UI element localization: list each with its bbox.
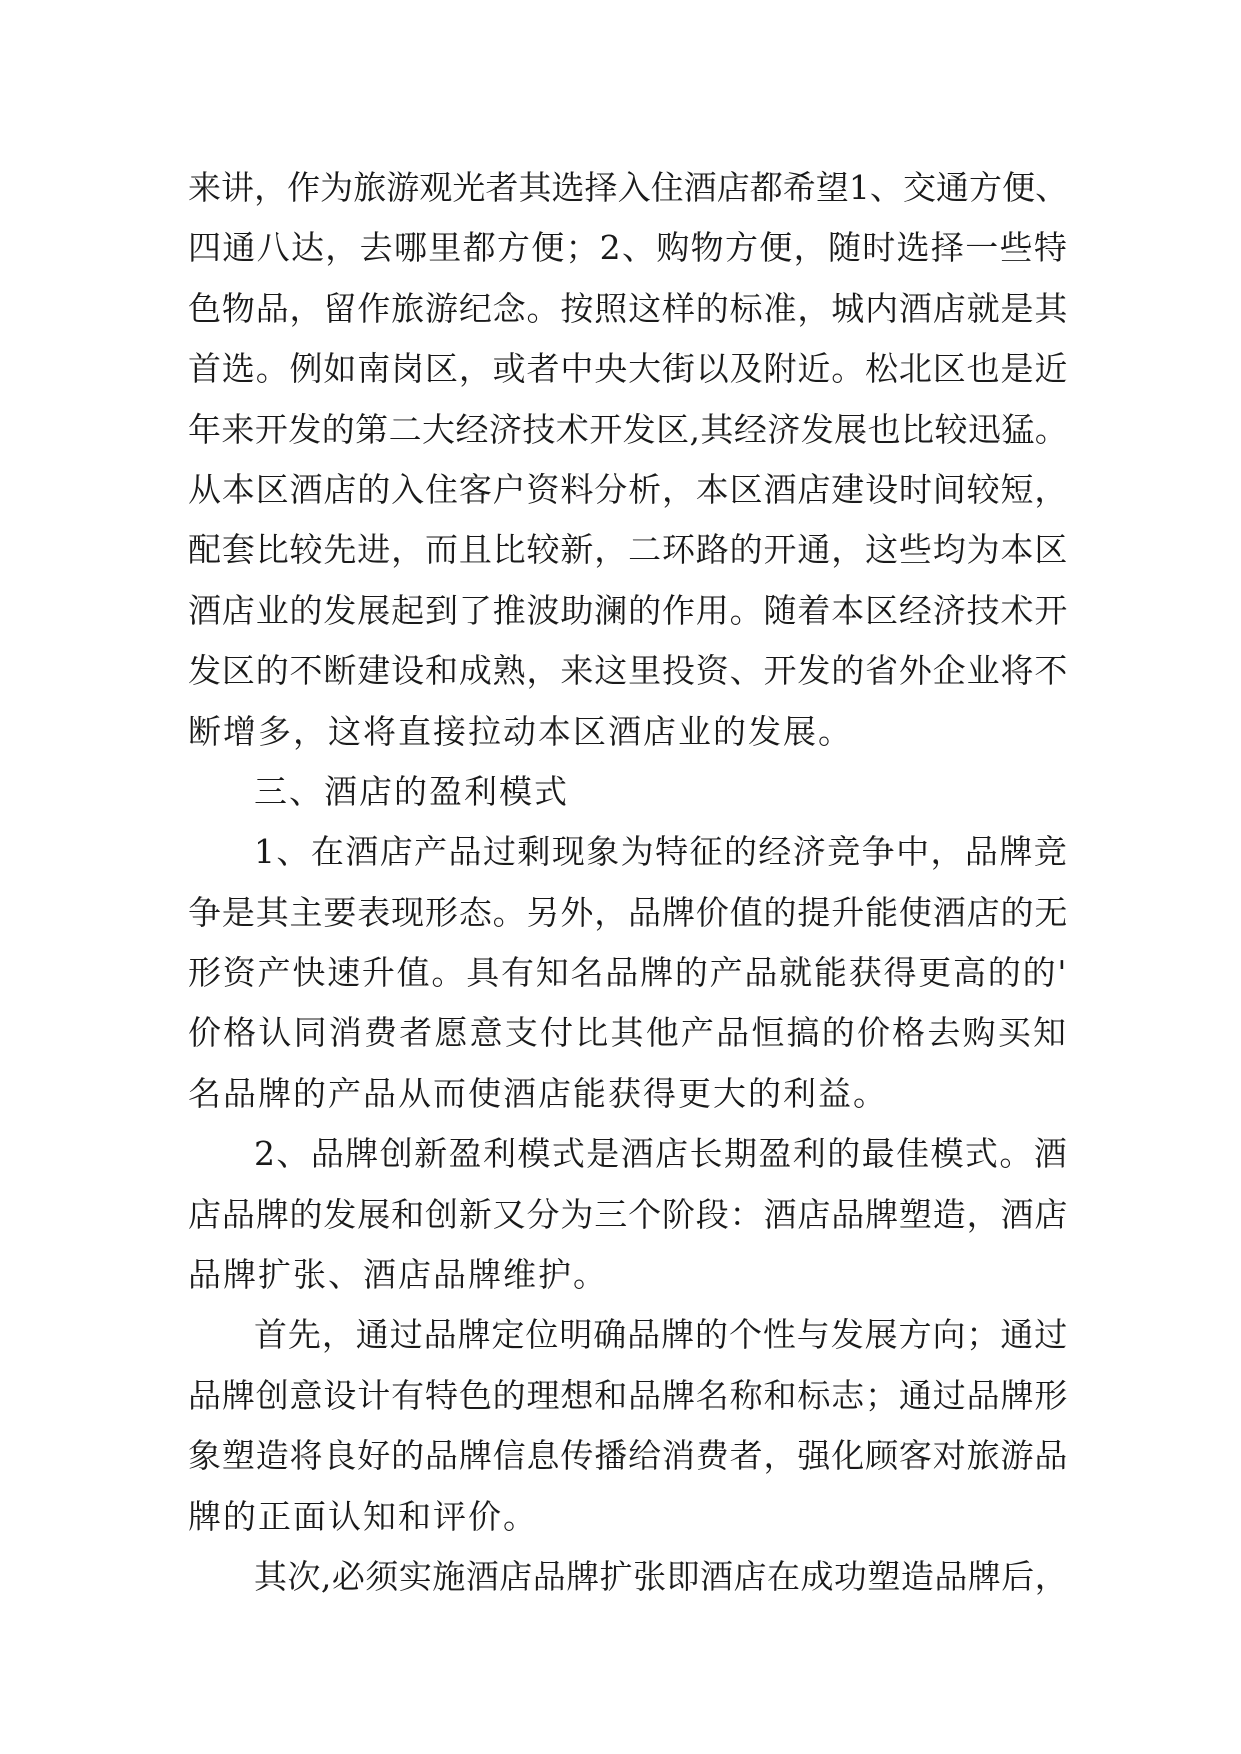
text-line: 来讲，作为旅游观光者其选择入住酒店都希望1、交通方便、 [188, 168, 1068, 207]
text-line: 1、在酒店产品过剩现象为特征的经济竞争中，品牌竞 [254, 832, 1068, 872]
text-line: 争是其主要表现形态。另外，品牌价值的提升能使酒店的无 [188, 892, 1068, 932]
paragraph [188, 1124, 1068, 1305]
text-line: 形资产快速升值。具有知名品牌的产品就能获得更高的的' [188, 953, 1068, 993]
text-line: 价格认同消费者愿意支付比其他产品恒搞的价格去购买知 [188, 1013, 1068, 1053]
paragraph [188, 158, 1068, 762]
text-line: 首先，通过品牌定位明确品牌的个性与发展方向；通过 [254, 1315, 1068, 1355]
text-line: 首选。例如南岗区，或者中央大街以及附近。松北区也是近 [188, 349, 1068, 389]
text-line: 名品牌的产品从而使酒店能获得更大的利益。 [188, 1073, 888, 1113]
text-line: 酒店业的发展起到了推波助澜的作用。随着本区经济技术开 [188, 590, 1068, 630]
text-line: 从本区酒店的入住客户资料分析，本区酒店建设时间较短， [188, 469, 1068, 509]
text-line: 配套比较先进，而且比较新，二环路的开通，这些均为本区 [188, 530, 1068, 570]
text-line: 2、品牌创新盈利模式是酒店长期盈利的最佳模式。酒 [254, 1134, 1068, 1174]
text-line: 发区的不断建设和成熟，来这里投资、开发的省外企业将不 [188, 651, 1068, 691]
paragraph [188, 1547, 1068, 1607]
text-line: 断增多，这将直接拉动本区酒店业的发展。 [188, 711, 853, 751]
text-line: 牌的正面认知和评价。 [188, 1496, 538, 1536]
section-heading [188, 762, 1068, 822]
text-line: 品牌创意设计有特色的理想和品牌名称和标志；通过品牌形 [188, 1375, 1068, 1415]
text-line: 象塑造将良好的品牌信息传播给消费者，强化顾客对旅游品 [188, 1436, 1068, 1476]
paragraph [188, 1305, 1068, 1547]
text-line: 年来开发的第二大经济技术开发区,其经济发展也比较迅猛。 [188, 409, 1068, 449]
document-body [188, 158, 1068, 1607]
text-line: 品牌扩张、酒店品牌维护。 [188, 1255, 608, 1295]
text-line: 店品牌的发展和创新又分为三个阶段：酒店品牌塑造，酒店 [188, 1194, 1068, 1234]
paragraph [188, 822, 1068, 1124]
text-line: 四通八达，去哪里都方便；2、购物方便，随时选择一些特 [188, 228, 1068, 268]
heading-line: 三、酒店的盈利模式 [254, 771, 569, 811]
text-line: 其次,必须实施酒店品牌扩张即酒店在成功塑造品牌后， [254, 1556, 1068, 1596]
text-line: 色物品，留作旅游纪念。按照这样的标准，城内酒店就是其 [188, 288, 1068, 328]
